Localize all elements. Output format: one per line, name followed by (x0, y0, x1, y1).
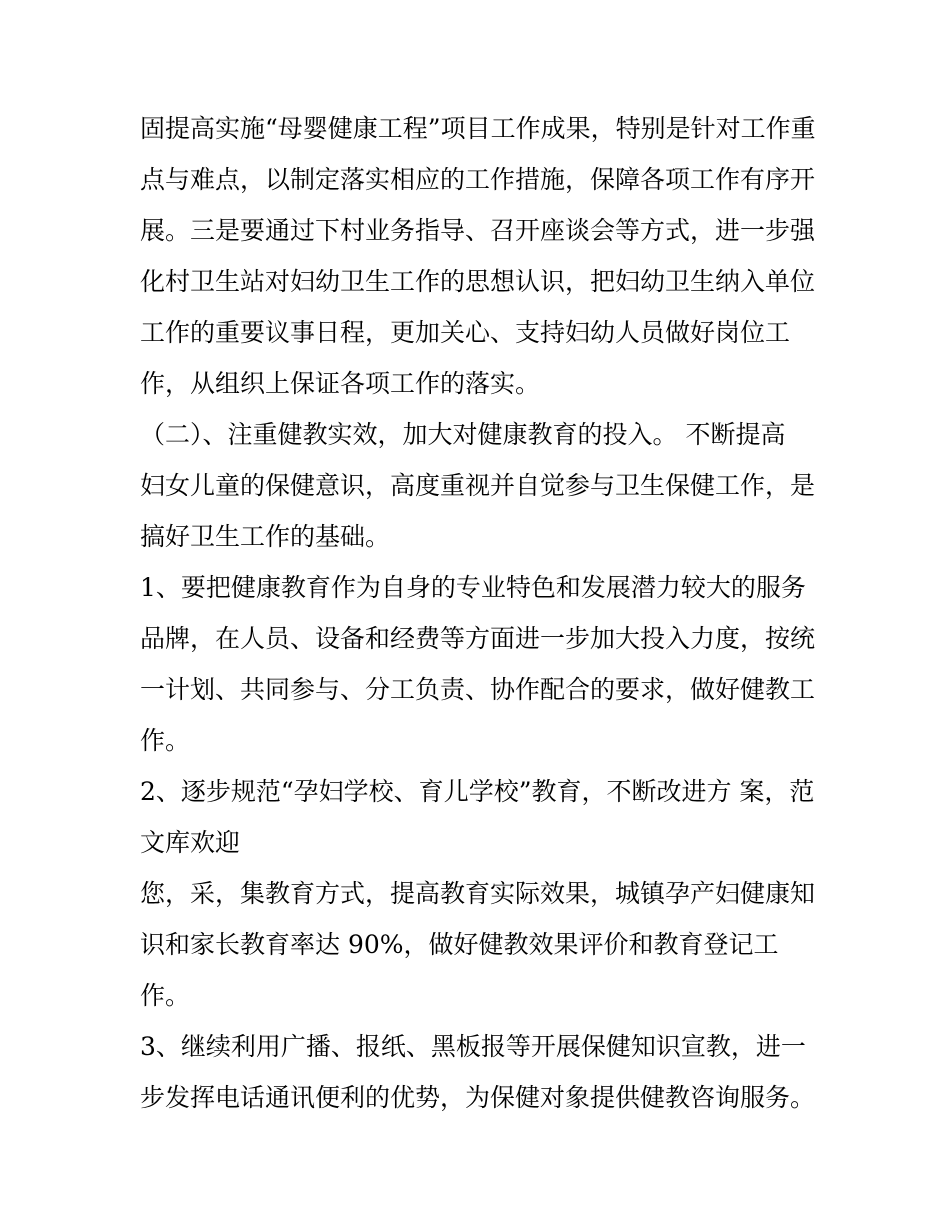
text-line: 识和家长教育率达 90%，做好健教效果评价和教育登记工 (140, 930, 779, 959)
text-line: 展。三是要通过下村业务指导、召开座谈会等方式，进一步强 (140, 216, 816, 245)
section-heading: （二）、注重健教实效，加大对健康教育的投入。 不断提高 (140, 420, 786, 449)
text-line: 作。 (140, 981, 191, 1010)
text-line: 化村卫生站对妇幼卫生工作的思想认识，把妇幼卫生纳入单位 (140, 267, 816, 296)
text-line: 工作的重要议事日程，更加关心、支持妇幼人员做好岗位工 (140, 318, 791, 347)
text-line: 步发挥电话通讯便利的优势，为保健对象提供健教咨询服务。 (140, 1083, 816, 1112)
document-body (140, 103, 820, 1123)
text-line: 固提高实施“母婴健康工程”项目工作成果，特别是针对工作重 (140, 114, 816, 143)
text-line: 妇女儿童的保健意识，高度重视并自觉参与卫生保健工作，是 (140, 471, 816, 500)
text-line: 一计划、共同参与、分工负责、协作配合的要求，做好健教工 (140, 675, 816, 704)
text-line: 搞好卫生工作的基础。 (140, 522, 391, 551)
list-item-3: 3、继续利用广播、报纸、黑板报等开展保健知识宣教，进一 (140, 1032, 806, 1061)
list-item-2: 2、逐步规范“孕妇学校、育儿学校”教育，不断改进方 案，范 (140, 777, 815, 806)
text-line: 品牌，在人员、设备和经费等方面进一步加大投入力度，按统 (140, 624, 816, 653)
text-line: 作，从组织上保证各项工作的落实。 (140, 369, 541, 398)
text-line: 作。 (140, 726, 191, 755)
text-line: 点与难点，以制定落实相应的工作措施，保障各项工作有序开 (140, 165, 816, 194)
text-line: 文库欢迎 (140, 828, 241, 857)
text-line: 您，采，集教育方式，提高教育实际效果，城镇孕产妇健康知 (140, 879, 816, 908)
list-item-1: 1、要把健康教育作为自身的专业特色和发展潜力较大的服务 (140, 573, 806, 602)
